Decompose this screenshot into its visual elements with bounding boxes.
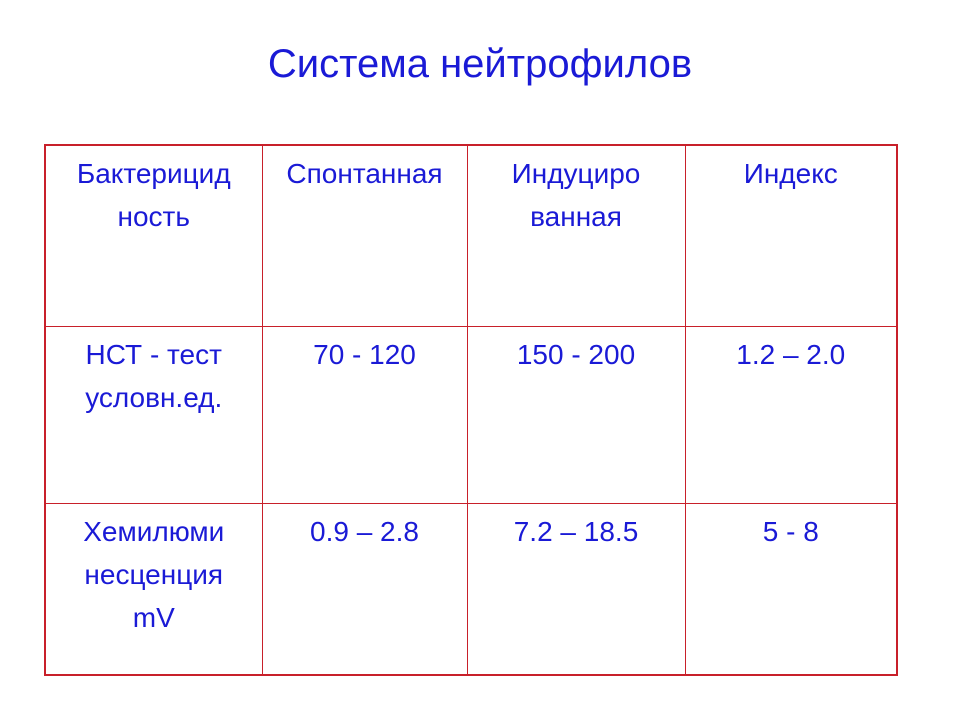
cell-nst-index: 1.2 – 2.0 [685,327,897,504]
header-index: Индекс [685,145,897,327]
table-row [45,504,897,676]
row-label-chemiluminescence: Хемилюми несценция mV [45,504,262,676]
header-spontaneous: Спонтанная [262,145,467,327]
table-row [45,327,897,504]
header-induced: Индуциро ванная [467,145,685,327]
cell-chem-spontaneous: 0.9 – 2.8 [262,504,467,676]
cell-chem-index: 5 - 8 [685,504,897,676]
neutrophil-table [44,144,898,676]
header-bactericidal: Бактерицид ность [45,145,262,327]
row-label-nst-test: НСТ - тест условн.ед. [45,327,262,504]
cell-nst-induced: 150 - 200 [467,327,685,504]
cell-nst-spontaneous: 70 - 120 [262,327,467,504]
cell-chem-induced: 7.2 – 18.5 [467,504,685,676]
table-header-row [45,145,897,327]
slide-title: Система нейтрофилов [267,42,693,86]
